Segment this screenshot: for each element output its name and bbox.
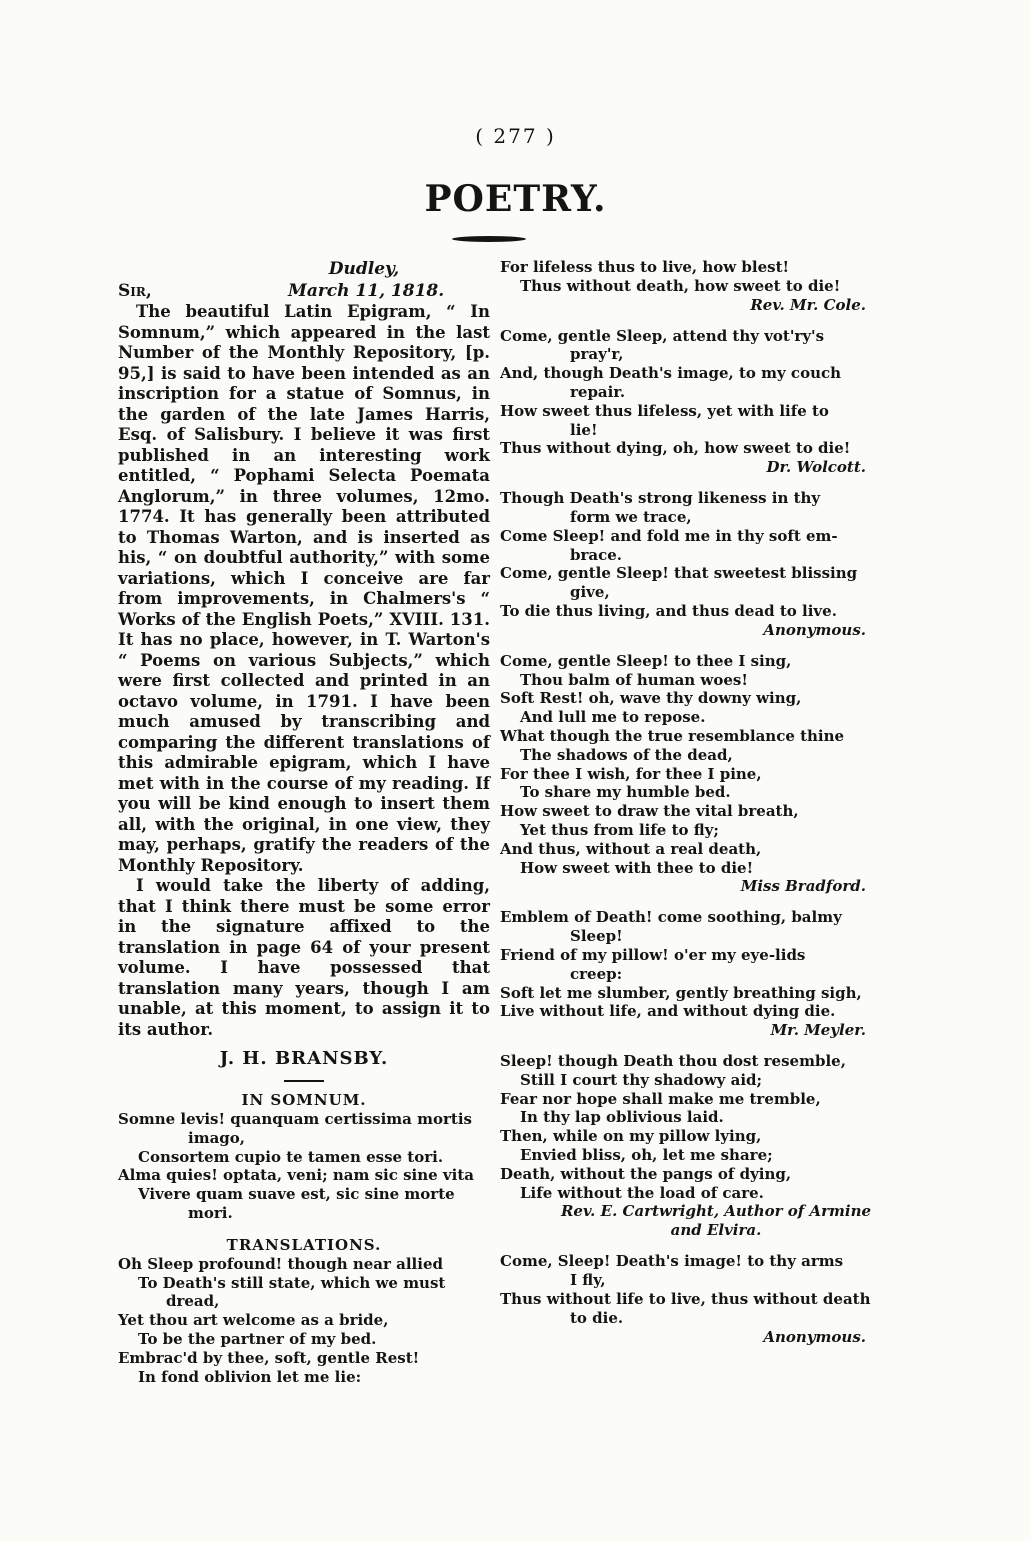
poem-attribution: Miss Bradford.	[740, 877, 866, 896]
verse-line: Sleep!	[570, 927, 623, 946]
translations-heading: TRANSLATIONS.	[226, 1235, 382, 1254]
translation-poem	[500, 489, 872, 640]
verse-line: Thus without death, how sweet to die!	[520, 276, 841, 295]
verse-line: I fly,	[570, 1271, 606, 1290]
verse-line: Then, while on my pillow lying,	[500, 1127, 762, 1146]
verse-line: What though the true resemblance thine	[500, 726, 845, 745]
letter-signature: J. H. BRANSBY.	[219, 1048, 389, 1069]
letter-salutation: Sir,	[118, 281, 152, 301]
poem-attribution: Dr. Wolcott.	[766, 458, 866, 477]
verse-line: Come, Sleep! Death's image! to thy arms	[500, 1252, 844, 1271]
verse-line: Death, without the pangs of dying,	[500, 1164, 792, 1183]
letter-date: March 11, 1818.	[288, 281, 445, 301]
verse-line: Come Sleep! and fold me in thy soft em-	[500, 526, 838, 545]
verse-line: To die thus living, and thus dead to live.	[500, 601, 837, 620]
translation-poem	[500, 652, 872, 897]
translation-poem	[500, 327, 872, 478]
letter-salutation-line	[118, 280, 490, 302]
verse-line: To be the partner of my bed.	[138, 1329, 377, 1348]
verse-line: Thus without dying, oh, how sweet to die!	[500, 439, 851, 458]
verse-line: Life without the load of care.	[520, 1183, 764, 1202]
verse-line: Live without life, and without dying die.	[500, 1002, 836, 1021]
latin-epigram	[118, 1110, 490, 1223]
translation-poem	[500, 1052, 872, 1240]
verse-line: Thus without life to live, thus without death	[500, 1290, 871, 1309]
poem-attribution: Anonymous.	[763, 1327, 866, 1346]
page-title: POETRY.	[424, 178, 607, 220]
letter-place: Dudley,	[328, 259, 400, 279]
verse-line: And lull me to repose.	[520, 708, 706, 727]
verse-line: And thus, without a real death,	[500, 839, 762, 858]
translation-poem	[500, 1252, 872, 1346]
page-number: ( 277 )	[475, 124, 556, 148]
verse-line: Alma quies! optata, veni; nam sic sine vita	[118, 1166, 474, 1185]
verse-line: Thou balm of human woes!	[520, 670, 748, 689]
verse-line: In fond oblivion let me lie:	[138, 1367, 362, 1386]
verse-line: And, though Death's image, to my couch	[500, 364, 842, 383]
divider	[284, 1080, 324, 1082]
verse-line: To Death's still state, which we must	[138, 1273, 446, 1292]
verse-line: give,	[570, 583, 610, 602]
letter-paragraph-1: The beautiful Latin Epigram, “ In Somnum,” which appeared in the last Number of the Monthly Repository, [p. 95,] is said to have been intended as an inscription for a statue of Somnus, in the garden of the late James Harris, Esq. of Salisbury. I believe it was first published in an interesting work entitled, “ Pophami Selecta Poemata Anglorum,” in three volumes, 12mo. 1774. It has generally been attributed to Thomas Warton, and is inserted as his, “ on doubtful authority,” with some variations, which I conceive are far from improvements, in Chalmers's “ Works of the English Poets,” XVIII. 131. It has no place, however, in T. Warton's “ Poems on various Subjects,” which were first collected and printed in an octavo volume, in 1791. I have been much amused by transcribing and comparing the different translations of this admirable epigram, which I have met with in the course of my reading. If you will be kind enough to insert them all, with the original, in one view, they may, perhaps, gratify the readers of the Monthly Repository.	[118, 302, 490, 875]
verse-line: Yet thus from life to fly;	[520, 820, 719, 839]
letter-paragraph-2: I would take the liberty of adding, that I think there must be some error in the signature affixed to the translation in page 64 of your present volume. I have possessed that translation many years, though I am unable, at this moment, to assign it to its author.	[118, 876, 490, 1039]
verse-line: Emblem of Death! come soothing, balmy	[500, 908, 842, 927]
verse-line: For thee I wish, for thee I pine,	[500, 764, 762, 783]
verse-line: How sweet to draw the vital breath,	[500, 802, 799, 821]
verse-line: Come, gentle Sleep! that sweetest blissing	[500, 564, 858, 583]
verse-line: For lifeless thus to live, how blest!	[500, 258, 790, 276]
verse-line: mori.	[188, 1203, 233, 1222]
poem-attribution: Mr. Meyler.	[770, 1021, 866, 1040]
translation-poem	[500, 258, 872, 315]
verse-line: Yet thou art welcome as a bride,	[118, 1311, 389, 1330]
verse-line: pray'r,	[570, 345, 624, 364]
right-column	[500, 258, 872, 1359]
verse-line: Oh Sleep profound! though near allied	[118, 1254, 443, 1273]
verse-line: lie!	[570, 420, 598, 439]
verse-line: Sleep! though Death thou dost resemble,	[500, 1052, 846, 1071]
verse-line: Come, gentle Sleep, attend thy vot'ry's	[500, 326, 825, 345]
verse-line: to die.	[570, 1308, 624, 1327]
poem-attribution: Anonymous.	[763, 620, 866, 639]
verse-line: Consortem cupio te tamen esse tori.	[138, 1147, 444, 1166]
verse-line: How sweet thus lifeless, yet with life to	[500, 401, 829, 420]
verse-line: brace.	[570, 545, 623, 564]
verse-line: imago,	[188, 1128, 246, 1147]
verse-line: Fear nor hope shall make me tremble,	[500, 1089, 821, 1108]
verse-line: Though Death's strong likeness in thy	[500, 489, 821, 508]
verse-line: Come, gentle Sleep! to thee I sing,	[500, 651, 792, 670]
ornamental-rule	[452, 236, 526, 242]
verse-line: repair.	[570, 382, 626, 401]
verse-line: Somne levis! quanquam certissima mortis	[118, 1110, 472, 1128]
verse-line: dread,	[166, 1292, 220, 1311]
latin-heading: IN SOMNUM.	[241, 1091, 367, 1109]
verse-line: Soft Rest! oh, wave thy downy wing,	[500, 689, 802, 708]
verse-line: Soft let me slumber, gently breathing sigh,	[500, 983, 862, 1002]
poem-attribution: Rev. E. Cartwright, Author of Armine and Elvira.	[560, 1202, 872, 1240]
verse-line: How sweet with thee to die!	[520, 858, 754, 877]
verse-line: Embrac'd by thee, soft, gentle Rest!	[118, 1348, 420, 1367]
verse-line: Vivere quam suave est, sic sine morte	[138, 1185, 455, 1204]
left-column	[118, 258, 490, 1398]
translation-poem	[500, 908, 872, 1040]
verse-line: Friend of my pillow! o'er my eye-lids	[500, 945, 806, 964]
verse-line: Envied bliss, oh, let me share;	[520, 1146, 773, 1165]
verse-line: In thy lap oblivious laid.	[520, 1108, 724, 1127]
translation-poem	[118, 1255, 490, 1387]
verse-line: creep:	[570, 964, 623, 983]
poem-attribution: Rev. Mr. Cole.	[750, 295, 866, 314]
verse-line: form we trace,	[570, 507, 692, 526]
verse-line: Still I court thy shadowy aid;	[520, 1070, 763, 1089]
verse-line: To share my humble bed.	[520, 783, 731, 802]
verse-line: The shadows of the dead,	[520, 745, 733, 764]
